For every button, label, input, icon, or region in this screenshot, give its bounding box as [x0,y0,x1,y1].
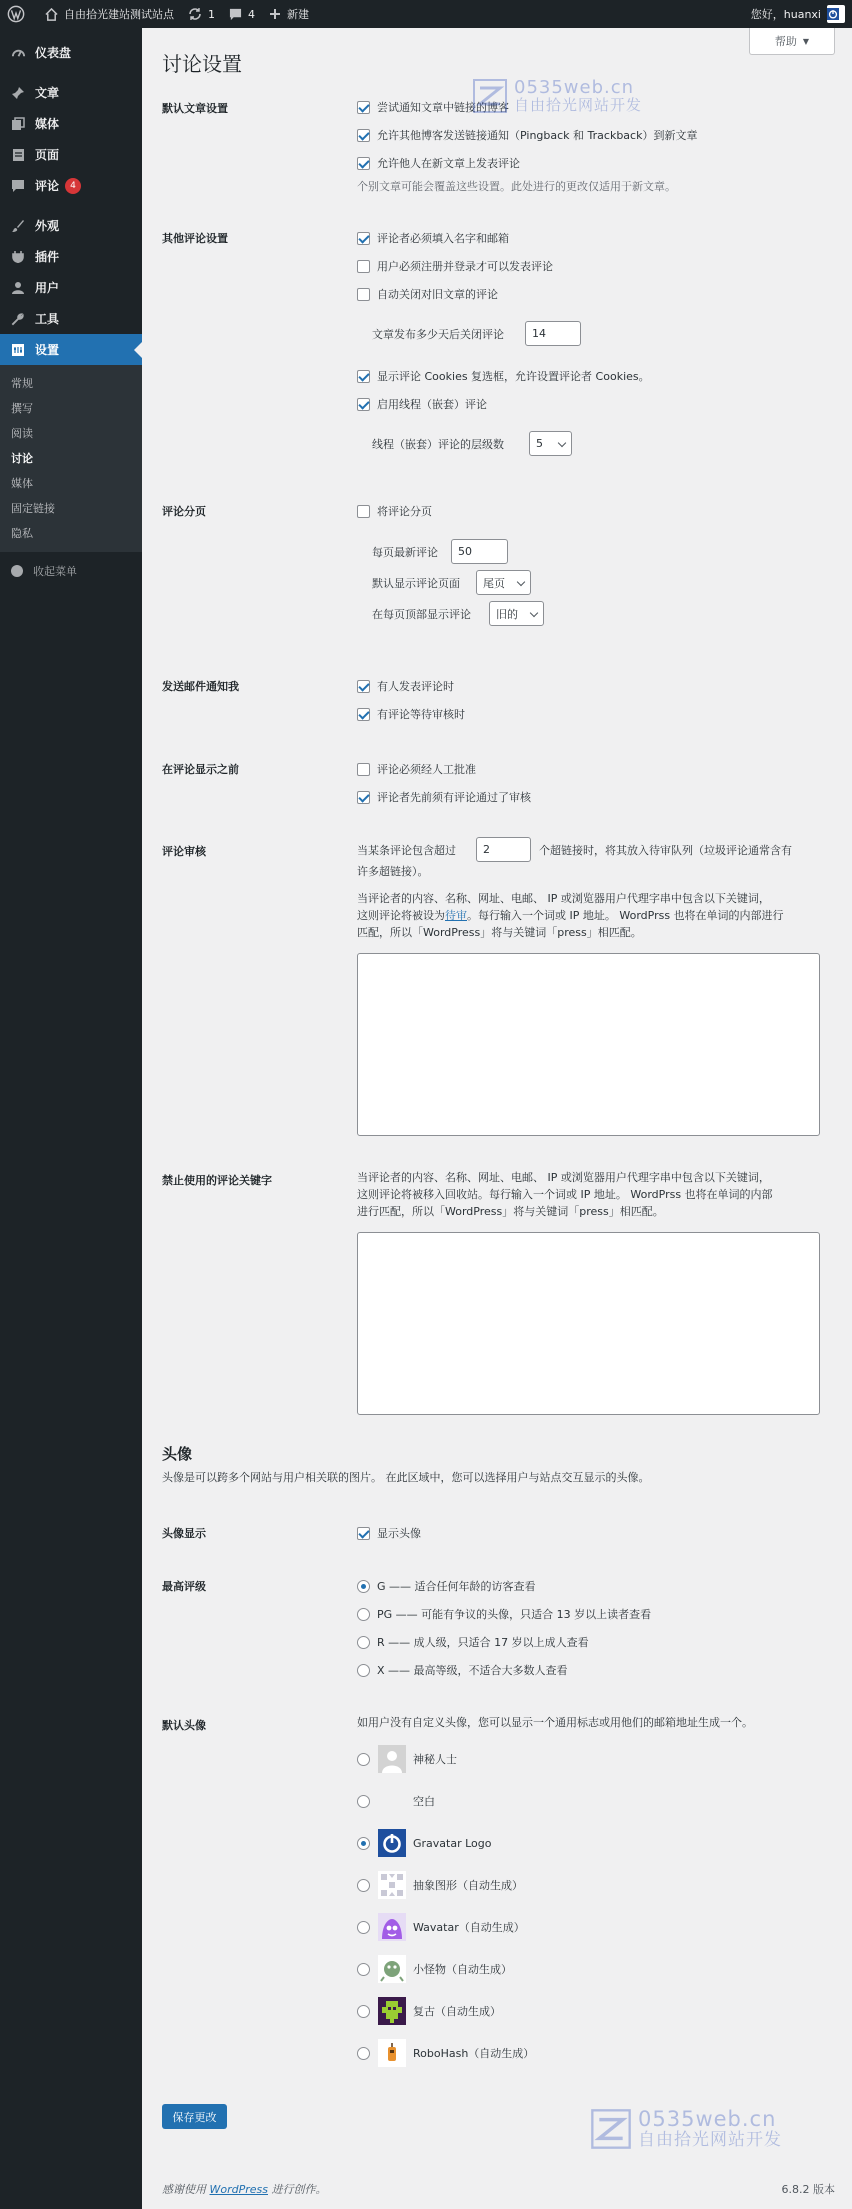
updates-icon [188,7,202,21]
plugin-icon [9,250,27,264]
section-heading-pagination: 评论分页 [162,505,206,518]
radio-label: RoboHash（自动生成） [413,2047,535,2060]
comments-badge: 4 [65,178,81,194]
checkbox-box[interactable] [357,129,370,142]
wordpress-link[interactable]: WordPress [209,2183,268,2196]
section-heading-email: 发送邮件通知我 [162,680,239,693]
radio-circle[interactable] [357,1664,370,1677]
submenu-privacy[interactable]: 隐私 [11,527,33,540]
site-name-link[interactable] [38,0,181,28]
radio-label: 小怪物（自动生成） [413,1963,512,1976]
settings-submenu [0,365,142,552]
updates-count: 1 [208,7,215,21]
checkbox-box[interactable] [357,232,370,245]
checkbox-box[interactable] [357,763,370,776]
radio-circle[interactable] [357,1795,370,1808]
menu-label: 工具 [35,312,60,326]
paginate-comments-checkbox[interactable] [357,503,432,519]
rating-pg-radio[interactable] [357,1606,651,1622]
watermark-top [472,78,642,114]
plus-icon [269,8,281,20]
brush-icon [9,219,27,233]
comments-count: 4 [248,7,255,21]
radio-circle[interactable] [357,2047,370,2060]
menu-users[interactable] [0,272,142,303]
moderation-links-input[interactable]: 2 [476,837,531,862]
per-page-label: 每页最新评论 [372,546,438,559]
menu-label: 评论 [35,179,60,193]
checkbox-label: 自动关闭对旧文章的评论 [377,288,498,301]
radio-label: 神秘人士 [413,1753,457,1766]
menu-dashboard[interactable] [0,37,142,68]
rating-g-radio[interactable] [357,1578,536,1594]
dashboard-icon [9,45,27,60]
checkbox-label: 显示头像 [377,1527,421,1540]
help-tab-button[interactable] [749,28,835,55]
checkbox-box[interactable] [357,288,370,301]
pin-icon [9,86,27,100]
menu-label: 设置 [35,343,60,357]
updates-link[interactable] [181,0,222,28]
moderation-desc-post: 。每行输入一个词或 IP 地址。 WordPrss 也将在单词的内部进行 [467,909,784,922]
email-on-moderation-checkbox[interactable] [357,706,465,722]
moderation-desc-line3: 匹配，所以「WordPress」将与关键词「press」相匹配。 [357,926,642,939]
radio-circle[interactable] [357,2005,370,2018]
avatar-retro-radio[interactable] [357,1996,501,2026]
checkbox-box[interactable] [357,505,370,518]
page-title: 讨论设置 [162,52,242,76]
wrench-icon [9,312,27,326]
media-icon [9,117,27,131]
require-name-email-checkbox[interactable] [357,230,509,246]
menu-label: 文章 [35,86,60,100]
retro-avatar-icon [377,1996,407,2026]
moderation-links-post: 个超链接时，将其放入待审队列（垃圾评论通常含有 [539,844,792,857]
rating-r-radio[interactable] [357,1634,589,1650]
avatar-blank-radio[interactable] [357,1786,435,1816]
checkbox-box[interactable] [357,398,370,411]
menu-appearance[interactable] [0,210,142,241]
section-heading-other-comment: 其他评论设置 [162,232,228,245]
home-icon [45,8,58,21]
close-days-label: 文章发布多少天后关闭评论 [372,328,504,341]
manual-approval-checkbox[interactable] [357,761,476,777]
email-on-comment-checkbox[interactable] [357,678,454,694]
watermark-logo-icon [590,2108,632,2150]
default-avatar-heading: 默认头像 [162,1719,206,1732]
settings-icon [9,343,27,357]
moderation-keys-textarea[interactable] [357,953,820,1136]
watermark-line1: 0535web.cn [638,2106,777,2131]
main-content [142,28,852,2209]
chevron-down-icon: ▼ [802,36,810,46]
default-page-label: 默认显示评论页面 [372,577,460,590]
avatar-wavatar-radio[interactable] [357,1912,525,1942]
avatar-mystery-radio[interactable] [357,1744,457,1774]
section-heading-default-post: 默认文章设置 [162,102,228,115]
moderation-links-cont: 许多超链接）。 [357,865,429,878]
menu-comments[interactable] [0,170,142,201]
radio-label: Wavatar（自动生成） [413,1921,525,1934]
page-icon [9,148,27,162]
watermark-logo-icon [472,78,508,114]
checkbox-label: 允许其他博客发送链接通知（Pingback 和 Trackback）到新文章 [377,129,698,142]
section-heading-disallowed: 禁止使用的评论关键字 [162,1174,272,1187]
radio-label: 复古（自动生成） [413,2005,501,2018]
checkbox-label: 将评论分页 [377,505,432,518]
avatars-heading: 头像 [162,1445,193,1463]
radio-circle[interactable] [357,1921,370,1934]
disallowed-desc-line3: 进行匹配，所以「WordPress」将与关键词「press」相匹配。 [357,1205,664,1218]
checkbox-label: 用户必须注册并登录才可以发表评论 [377,260,553,273]
comments-per-page-input[interactable]: 50 [451,539,508,564]
moderation-desc-line1: 当评论者的内容、名称、网址、电邮、 IP 或浏览器用户代理字串中包含以下关键词， [357,892,770,905]
radio-label: Gravatar Logo [413,1836,492,1850]
footer-credit [162,2181,327,2197]
wavatar-avatar-icon [377,1912,407,1942]
checkbox-box[interactable] [357,157,370,170]
radio-label: X —— 最高等级，不适合大多数人查看 [377,1664,568,1677]
disallowed-keys-textarea[interactable] [357,1232,820,1415]
thread-depth-label: 线程（嵌套）评论的层级数 [372,438,504,451]
user-avatar-icon [827,5,845,23]
default-comments-page-select[interactable]: 尾页 [476,570,531,595]
watermark-line1: 0535web.cn [514,76,635,98]
avatar-identicon-radio[interactable] [357,1870,523,1900]
radio-label: 抽象图形（自动生成） [413,1879,523,1892]
checkbox-box[interactable] [357,370,370,383]
comments-link[interactable] [222,0,262,28]
new-label: 新建 [287,8,309,21]
checkbox-label: 启用线程（嵌套）评论 [377,398,487,411]
checkbox-label: 允许他人在新文章上发表评论 [377,157,520,170]
checkbox-box[interactable] [357,260,370,273]
radio-label: 空白 [413,1795,435,1808]
default-avatar-desc: 如用户没有自定义头像，您可以显示一个通用标志或用他们的邮箱地址生成一个。 [357,1716,753,1729]
radio-circle[interactable] [357,1580,370,1593]
watermark-bottom [590,2108,782,2150]
thread-depth-select[interactable]: 5 [529,431,572,456]
watermark-line2: 自由拾光网站开发 [638,2129,782,2150]
show-avatars-checkbox[interactable] [357,1525,421,1541]
save-changes-button[interactable]: 保存更改 [162,2104,227,2129]
collapse-menu-button[interactable] [0,556,142,586]
submenu-general[interactable]: 常规 [11,377,33,390]
wp-logo-menu[interactable] [0,0,38,28]
close-days-input[interactable]: 14 [525,321,581,346]
allow-comments-checkbox[interactable] [357,155,520,171]
checkbox-box[interactable] [357,101,370,114]
submenu-media[interactable]: 媒体 [11,477,33,490]
monster-avatar-icon [377,1954,407,1984]
menu-label: 外观 [35,219,60,233]
rating-heading: 最高评级 [162,1580,206,1593]
radio-circle[interactable] [357,1608,370,1621]
menu-settings[interactable] [0,334,142,365]
submenu-writing[interactable]: 撰写 [11,402,33,415]
checkbox-box[interactable] [357,791,370,804]
comment-icon [9,179,27,193]
watermark-line2: 自由拾光网站开发 [514,95,643,114]
thread-comments-checkbox[interactable] [357,396,487,412]
radio-circle[interactable] [357,1837,370,1850]
checkbox-box[interactable] [357,680,370,693]
section-heading-before-appear: 在评论显示之前 [162,763,239,776]
default-post-note: 个别文章可能会覆盖这些设置。此处进行的更改仅适用于新文章。 [357,180,676,193]
submenu-discussion[interactable]: 讨论 [11,452,33,465]
menu-label: 媒体 [35,117,60,131]
section-heading-moderation: 评论审核 [162,845,206,858]
checkbox-label: 评论必须经人工批准 [377,763,476,776]
radio-circle[interactable] [357,1879,370,1892]
admin-bar [0,0,852,28]
avatar-display-heading: 头像显示 [162,1527,206,1540]
avatar-gravatar-radio[interactable] [357,1828,492,1858]
checkbox-label: 评论者先前须有评论通过了审核 [377,791,531,804]
greeting: 您好，huanxi [750,8,821,21]
top-order-label: 在每页顶部显示评论 [372,608,471,621]
menu-media[interactable] [0,108,142,139]
menu-label: 用户 [35,281,60,295]
wordpress-logo-icon [7,5,25,23]
require-registration-checkbox[interactable] [357,258,553,274]
disallowed-desc-line2: 这则评论将被移入回收站。每行输入一个词或 IP 地址。 WordPrss 也将在单词的内部 [357,1188,773,1201]
avatar-monsterid-radio[interactable] [357,1954,512,1984]
menu-label: 仪表盘 [35,46,72,60]
my-account[interactable] [744,0,852,28]
footer-post: 进行创作。 [268,2183,327,2196]
mystery-person-avatar-icon [377,1744,407,1774]
radio-circle[interactable] [357,1636,370,1649]
menu-pages[interactable] [0,139,142,170]
admin-sidebar [0,28,142,2209]
radio-label: PG —— 可能有争议的头像，只适合 13 岁以上读者查看 [377,1608,652,1621]
new-content-link[interactable] [262,0,316,28]
pending-link[interactable]: 待审 [445,909,467,922]
comment-order-select[interactable]: 旧的 [489,601,544,626]
menu-label: 页面 [35,148,60,162]
radio-circle[interactable] [357,1753,370,1766]
avatar-robohash-radio[interactable] [357,2038,534,2068]
robohash-avatar-icon [377,2038,407,2068]
submenu-reading[interactable]: 阅读 [11,427,33,440]
checkbox-label: 尝试通知文章中链接的博客 [377,101,509,114]
previously-approved-checkbox[interactable] [357,789,531,805]
identicon-avatar-icon [377,1870,407,1900]
menu-tools[interactable] [0,303,142,334]
checkbox-box[interactable] [357,708,370,721]
collapse-label: 收起菜单 [33,565,77,578]
disallowed-desc-line1: 当评论者的内容、名称、网址、电邮、 IP 或浏览器用户代理字串中包含以下关键词， [357,1171,770,1184]
show-cookies-checkbox[interactable] [357,368,650,384]
checkbox-label: 有人发表评论时 [377,680,454,693]
footer-pre: 感谢使用 [162,2183,210,2196]
version-label: 6.8.2 版本 [781,2183,835,2196]
gravatar-logo-icon [377,1828,407,1858]
radio-label: G —— 适合任何年龄的访客查看 [377,1580,536,1593]
moderation-desc-pre: 这则评论将被设为 [357,909,445,922]
checkbox-label: 显示评论 Cookies 复选框，允许设置评论者 Cookies。 [377,370,650,383]
checkbox-label: 评论者必须填入名字和邮箱 [377,232,509,245]
menu-posts[interactable] [0,77,142,108]
collapse-icon [11,565,23,577]
moderation-links-pre: 当某条评论包含超过 [357,844,456,857]
comment-bubble-icon [229,8,242,21]
user-icon [9,281,27,295]
menu-plugins[interactable] [0,241,142,272]
menu-label: 插件 [35,250,60,264]
moderation-desc-line2 [357,907,784,924]
checkbox-label: 有评论等待审核时 [377,708,465,721]
avatars-intro: 头像是可以跨多个网站与用户相关联的图片。 在此区域中，您可以选择用户与站点交互显示的头像。 [162,1471,650,1484]
checkbox-box[interactable] [357,1527,370,1540]
site-name: 自由拾光建站测试站点 [64,8,174,21]
submenu-permalinks[interactable]: 固定链接 [11,502,55,515]
radio-label: R —— 成人级，只适合 17 岁以上成人查看 [377,1636,589,1649]
close-old-comments-checkbox[interactable] [357,286,498,302]
rating-x-radio[interactable] [357,1662,568,1678]
blank-avatar-icon [377,1786,407,1816]
help-label: 帮助 [774,35,797,48]
allow-pingbacks-checkbox[interactable] [357,127,697,143]
radio-circle[interactable] [357,1963,370,1976]
